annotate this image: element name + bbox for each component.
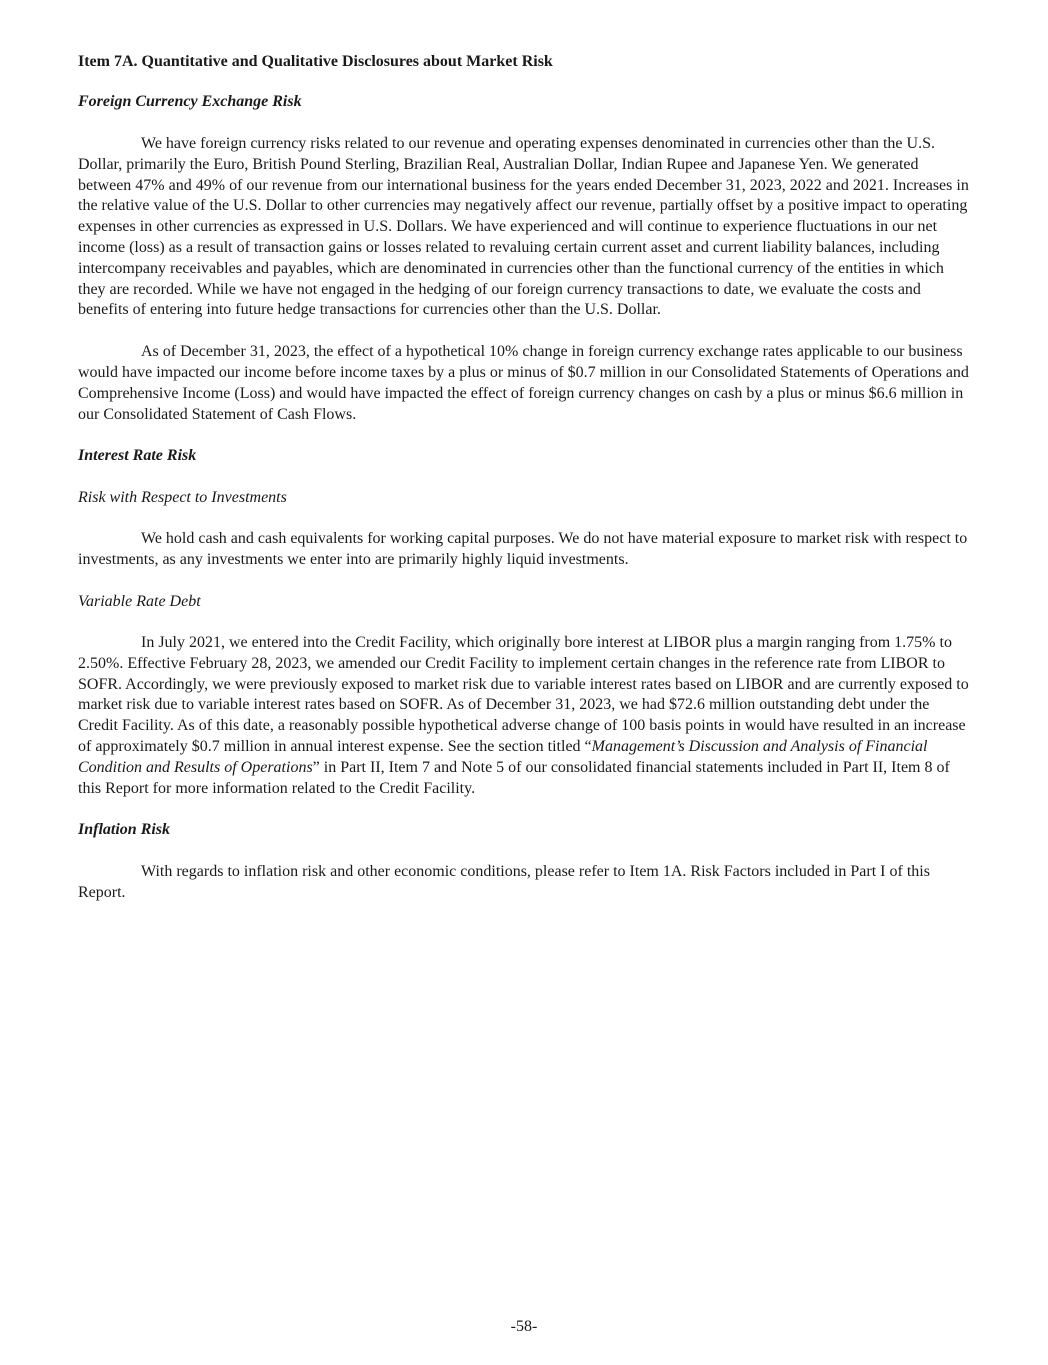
document-page	[78, 52, 972, 925]
fx-risk-heading: Foreign Currency Exchange Risk	[78, 93, 302, 110]
fx-risk-paragraph-1: We have foreign currency risks related to our revenue and operating expenses denominated in currencies other than the U.S. Dollar, primarily the Euro, British Pound Sterling, Brazilian Real, Australian Dollar, Indian Rupee and Japanese Yen. We generated between 47% and 49% of our revenue from our international business for the years ended December 31, 2023, 2022 and 2021. Increases in the relative value of the U.S. Dollar to other currencies may negatively affect our revenue, partially offset by a positive impact to operating expenses in other currencies as expressed in U.S. Dollars. We have experienced and will continue to experience fluctuations in our net income (loss) as a result of transaction gains or losses related to revaluing certain current asset and current liability balances, including intercompany receivables and payables, which are denominated in currencies other than the functional currency of the entities in which they are recorded. While we have not engaged in the hedging of our foreign currency transactions to date, we evaluate the costs and benefits of entering into future hedge transactions for currencies other than the U.S. Dollar.	[78, 135, 969, 319]
interest-rate-risk-heading: Interest Rate Risk	[78, 447, 197, 465]
inflation-risk-paragraph: With regards to inflation risk and other economic conditions, please refer to Item 1A. Risk Factors included in Part I of this Report.	[78, 863, 930, 902]
page-number: -58-	[510, 1318, 538, 1335]
inflation-risk-heading: Inflation Risk	[78, 821, 171, 839]
variable-rate-debt-text-2: ” in Part II, Item 7 and Note 5 of our consolidated financial statements included in Part II, Item 8 of this Report for more information related to the Credit Facility.	[78, 758, 950, 797]
variable-rate-debt-text-1: In July 2021, we entered into the Credit Facility, which originally bore interest at LIBOR plus a margin ranging from 1.75% to 2.50%. Effective February 28, 2023, we amended our Credit Facility to implement certain changes in the reference rate from LIBOR to SOFR. Accordingly, we were previously exposed to market risk due to variable interest rates based on LIBOR and are currently exposed to market risk due to variable interest rates based on SOFR. As of December 31, 2023, we had $72.6 million outstanding debt under the Credit Facility. As of this date, a reasonably possible hypothetical adverse change of 100 basis points in would have resulted in an increase of approximately $0.7 million in annual interest expense. See the section titled “	[78, 633, 969, 755]
mdna-section-title: Management’s Discussion and Analysis of Financial Condition and Results of Operations	[78, 737, 928, 776]
variable-rate-debt-subheading: Variable Rate Debt	[78, 592, 201, 610]
item-title: Item 7A. Quantitative and Qualitative Disclosures about Market Risk	[78, 53, 553, 70]
investments-paragraph: We hold cash and cash equivalents for working capital purposes. We do not have material exposure to market risk with respect to investments, as any investments we enter into are primarily highly liquid investments.	[78, 530, 968, 569]
variable-rate-debt-paragraph	[78, 633, 972, 799]
investments-subheading: Risk with Respect to Investments	[78, 489, 287, 507]
fx-risk-paragraph-2: As of December 31, 2023, the effect of a hypothetical 10% change in foreign currency exchange rates applicable to our business would have impacted our income before income taxes by a plus or minus of $0.7 million in our Consolidated Statements of Operations and Comprehensive Income (Loss) and would have impacted the effect of foreign currency changes on cash by a plus or minus $6.6 million in our Consolidated Statement of Cash Flows.	[78, 343, 969, 423]
